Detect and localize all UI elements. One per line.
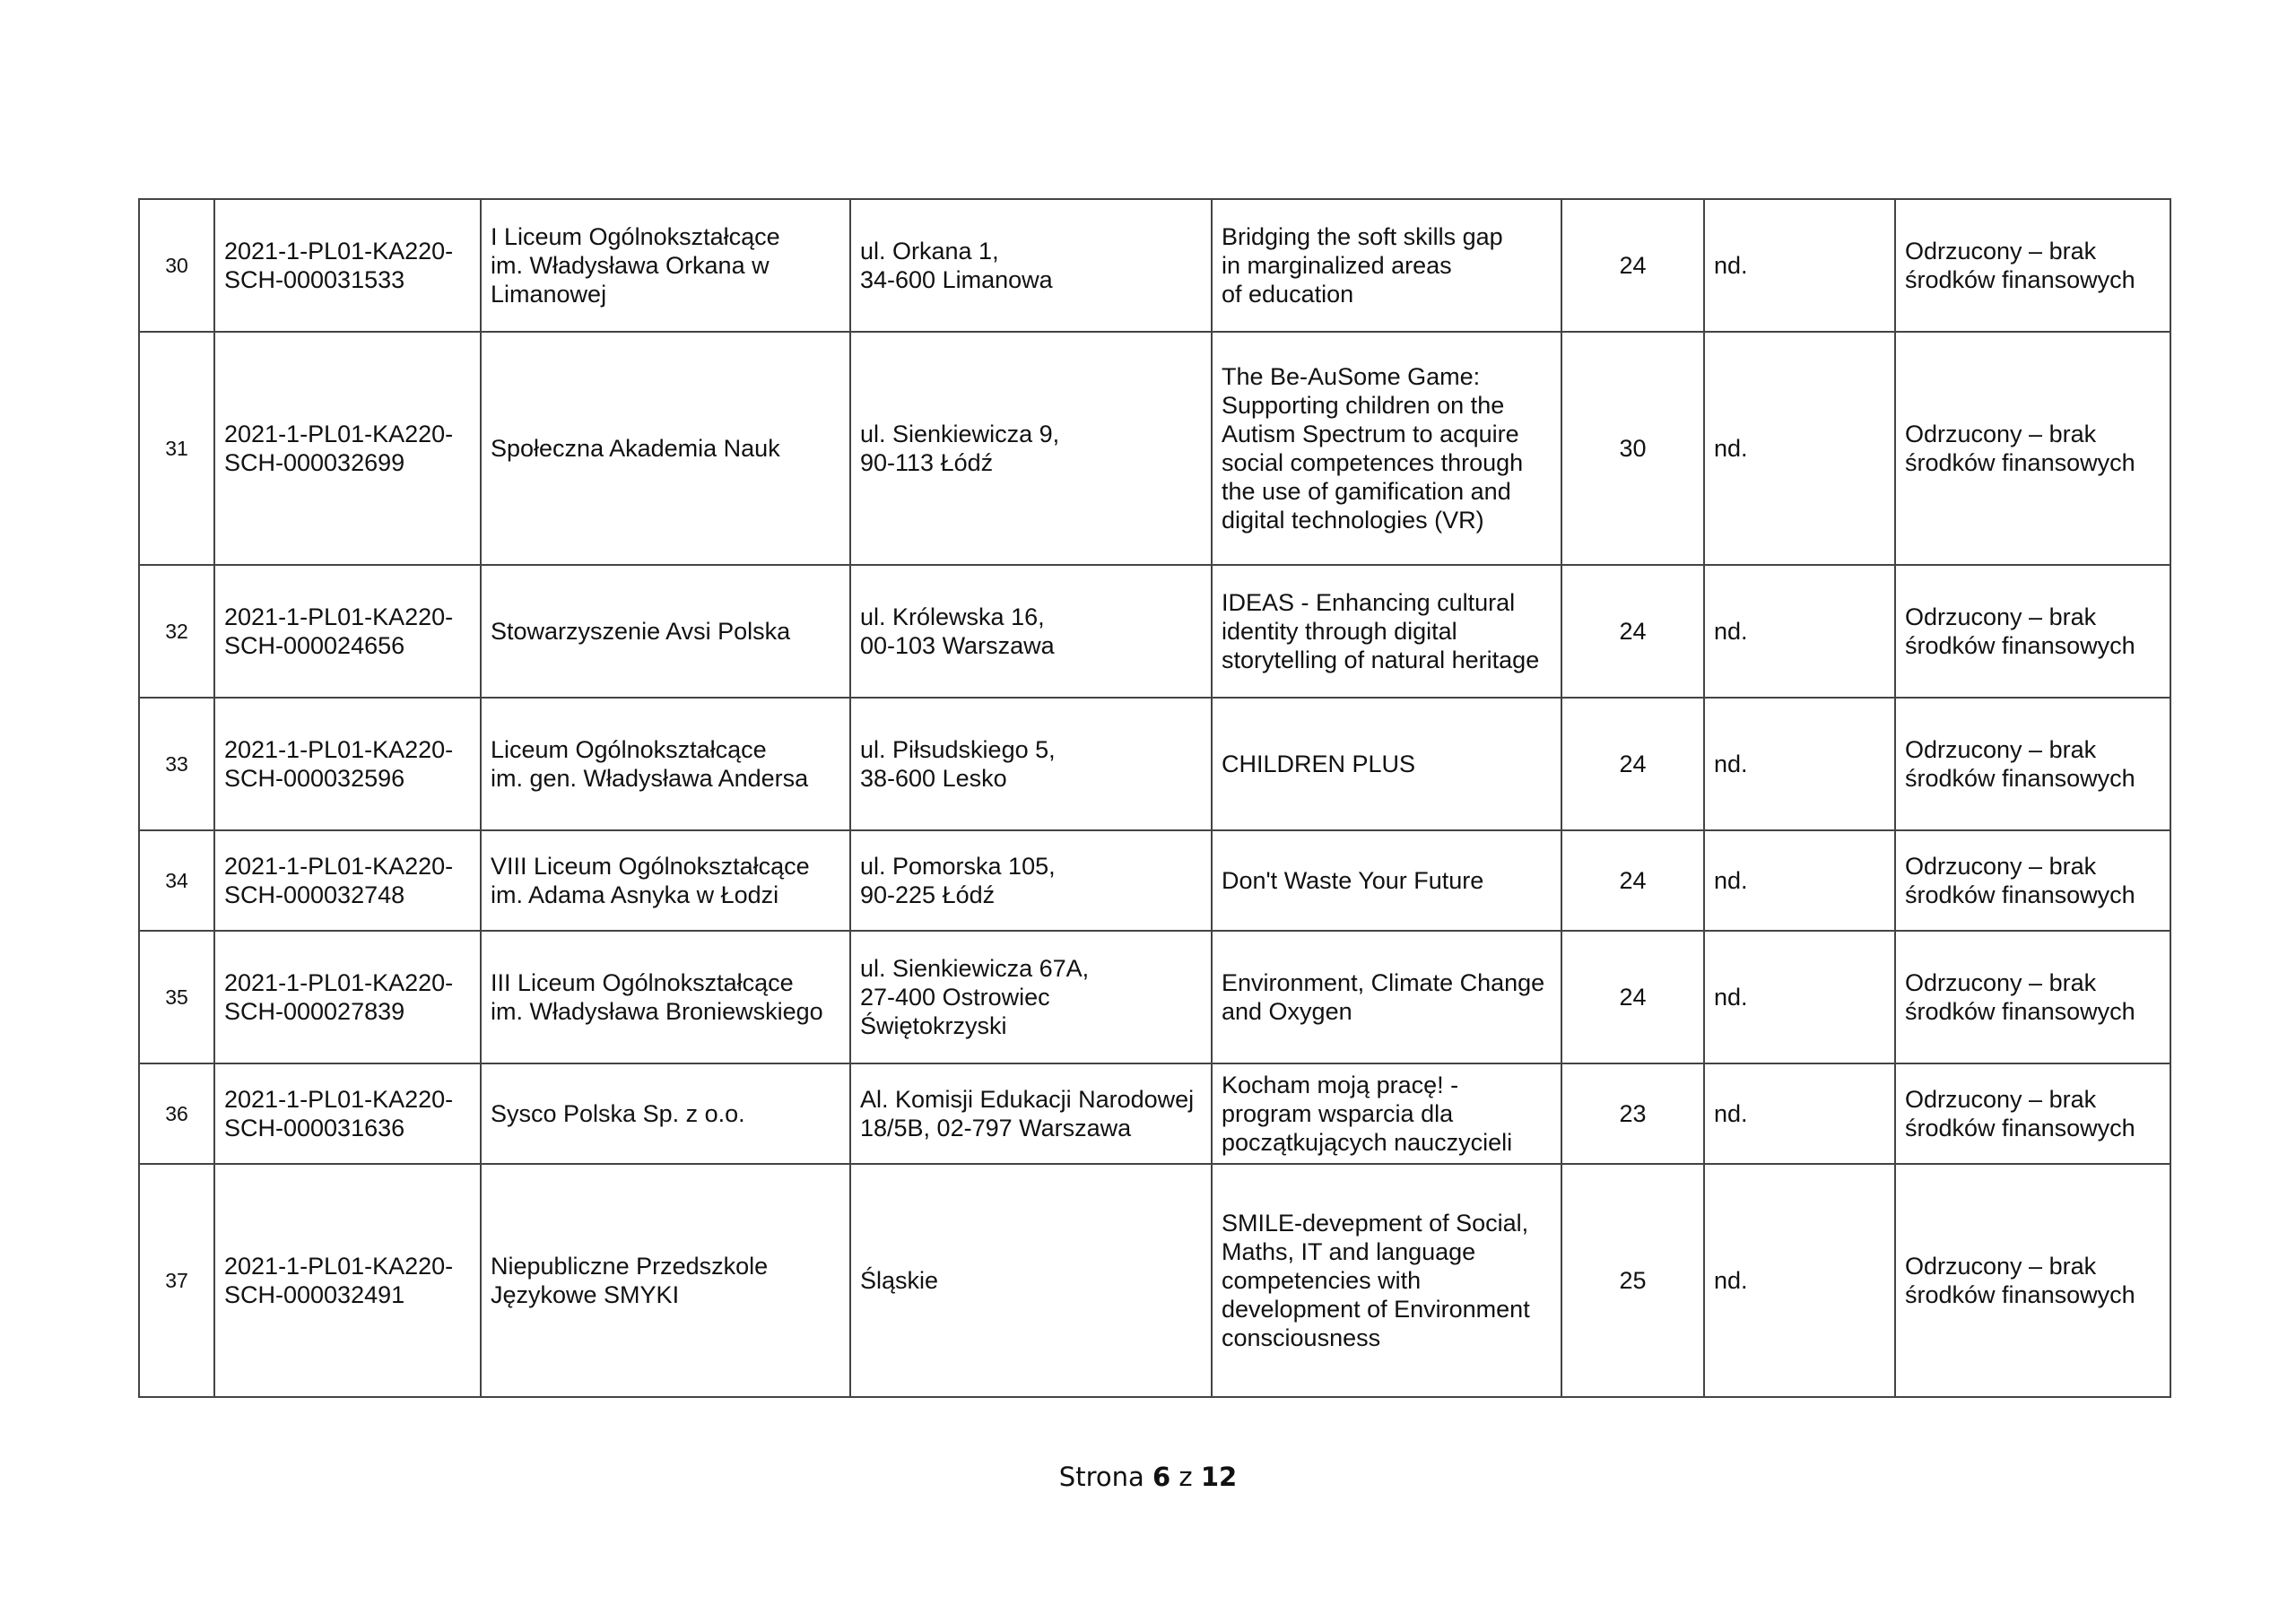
project-title: Bridging the soft skills gap in marginalized areas of education	[1212, 199, 1561, 332]
applicant-address: ul. Sienkiewicza 9, 90-113 Łódź	[850, 332, 1212, 565]
row-number: 31	[139, 332, 214, 565]
row-number: 33	[139, 698, 214, 830]
page-footer	[0, 1462, 2296, 1492]
project-title: The Be-AuSome Game: Supporting children on the Autism Spectrum to acquire social competences through the use of gamification and digital technologies (VR)	[1212, 332, 1561, 565]
table-row	[139, 1063, 2170, 1164]
applicant-name: VIII Liceum Ogólnokształcące im. Adama Asnyka w Łodzi	[481, 830, 850, 931]
footer-separator: z	[1178, 1462, 1193, 1492]
application-number: 2021-1-PL01-KA220- SCH-000032596	[214, 698, 481, 830]
results-table	[138, 198, 2171, 1398]
application-number: 2021-1-PL01-KA220- SCH-000032748	[214, 830, 481, 931]
points: 24	[1561, 830, 1704, 931]
points: 30	[1561, 332, 1704, 565]
status: Odrzucony – brak środków finansowych	[1895, 1164, 2170, 1397]
project-title: CHILDREN PLUS	[1212, 698, 1561, 830]
applicant-name: Społeczna Akademia Nauk	[481, 332, 850, 565]
project-title: Don't Waste Your Future	[1212, 830, 1561, 931]
grant-amount: nd.	[1704, 199, 1895, 332]
application-number: 2021-1-PL01-KA220- SCH-000031636	[214, 1063, 481, 1164]
grant-amount: nd.	[1704, 830, 1895, 931]
table-row	[139, 332, 2170, 565]
footer-prefix: Strona	[1058, 1462, 1144, 1492]
project-title: Kocham moją pracę! - program wsparcia dla początkujących nauczycieli	[1212, 1063, 1561, 1164]
status: Odrzucony – brak środków finansowych	[1895, 199, 2170, 332]
points: 23	[1561, 1063, 1704, 1164]
project-title: IDEAS - Enhancing cultural identity through digital storytelling of natural heritage	[1212, 565, 1561, 698]
application-number: 2021-1-PL01-KA220- SCH-000031533	[214, 199, 481, 332]
status: Odrzucony – brak środków finansowych	[1895, 931, 2170, 1063]
table-row	[139, 698, 2170, 830]
table-row	[139, 931, 2170, 1063]
project-title: SMILE-devepment of Social, Maths, IT and language competencies with development of Environment consciousness	[1212, 1164, 1561, 1397]
applicant-name: Liceum Ogólnokształcące im. gen. Władysława Andersa	[481, 698, 850, 830]
applicant-address: ul. Sienkiewicza 67A, 27-400 Ostrowiec Świętokrzyski	[850, 931, 1212, 1063]
applicant-address: ul. Orkana 1, 34-600 Limanowa	[850, 199, 1212, 332]
status: Odrzucony – brak środków finansowych	[1895, 1063, 2170, 1164]
table-row	[139, 830, 2170, 931]
grant-amount: nd.	[1704, 1164, 1895, 1397]
application-number: 2021-1-PL01-KA220- SCH-000032491	[214, 1164, 481, 1397]
applicant-name: Stowarzyszenie Avsi Polska	[481, 565, 850, 698]
points: 24	[1561, 698, 1704, 830]
applicant-address: Al. Komisji Edukacji Narodowej 18/5B, 02-797 Warszawa	[850, 1063, 1212, 1164]
points: 24	[1561, 931, 1704, 1063]
status: Odrzucony – brak środków finansowych	[1895, 332, 2170, 565]
applicant-name: I Liceum Ogólnokształcące im. Władysława Orkana w Limanowej	[481, 199, 850, 332]
applicant-name: Niepubliczne Przedszkole Językowe SMYKI	[481, 1164, 850, 1397]
points: 24	[1561, 565, 1704, 698]
applicant-name: Sysco Polska Sp. z o.o.	[481, 1063, 850, 1164]
applicant-name: III Liceum Ogólnokształcące im. Władysława Broniewskiego	[481, 931, 850, 1063]
status: Odrzucony – brak środków finansowych	[1895, 830, 2170, 931]
table-row	[139, 565, 2170, 698]
row-number: 35	[139, 931, 214, 1063]
footer-total-pages: 12	[1200, 1462, 1238, 1492]
application-number: 2021-1-PL01-KA220- SCH-000027839	[214, 931, 481, 1063]
points: 25	[1561, 1164, 1704, 1397]
table-row	[139, 1164, 2170, 1397]
row-number: 32	[139, 565, 214, 698]
status: Odrzucony – brak środków finansowych	[1895, 565, 2170, 698]
grant-amount: nd.	[1704, 931, 1895, 1063]
applicant-address: ul. Pomorska 105, 90-225 Łódź	[850, 830, 1212, 931]
points: 24	[1561, 199, 1704, 332]
applicant-address: Śląskie	[850, 1164, 1212, 1397]
footer-page-number: 6	[1152, 1462, 1171, 1492]
grant-amount: nd.	[1704, 332, 1895, 565]
grant-amount: nd.	[1704, 565, 1895, 698]
application-number: 2021-1-PL01-KA220- SCH-000024656	[214, 565, 481, 698]
project-title: Environment, Climate Change and Oxygen	[1212, 931, 1561, 1063]
table-body	[139, 199, 2170, 1397]
row-number: 30	[139, 199, 214, 332]
table-row	[139, 199, 2170, 332]
grant-amount: nd.	[1704, 1063, 1895, 1164]
row-number: 37	[139, 1164, 214, 1397]
row-number: 34	[139, 830, 214, 931]
applicant-address: ul. Piłsudskiego 5, 38-600 Lesko	[850, 698, 1212, 830]
grant-amount: nd.	[1704, 698, 1895, 830]
application-number: 2021-1-PL01-KA220- SCH-000032699	[214, 332, 481, 565]
row-number: 36	[139, 1063, 214, 1164]
status: Odrzucony – brak środków finansowych	[1895, 698, 2170, 830]
applicant-address: ul. Królewska 16, 00-103 Warszawa	[850, 565, 1212, 698]
